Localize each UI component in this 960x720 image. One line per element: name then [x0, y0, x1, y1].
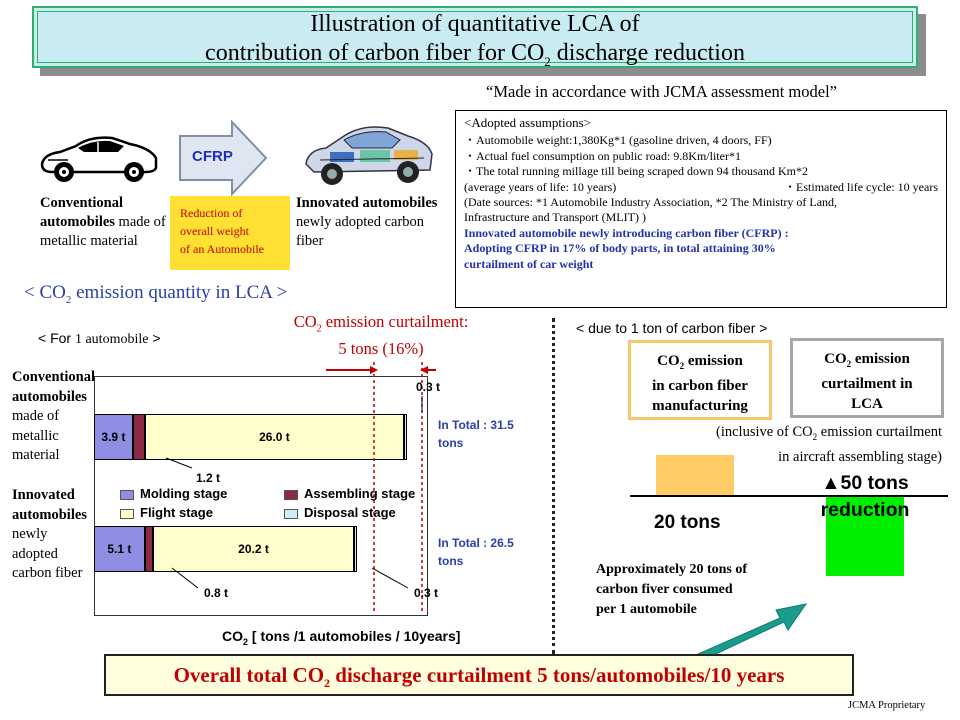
curtailment-line-1: [262, 312, 500, 339]
title-subscript: 2: [544, 53, 551, 69]
conventional-flight-segment: 26.0 t: [145, 414, 404, 460]
conventional-assembling-segment: [133, 414, 145, 460]
cf-box-text-end: emission: [684, 353, 743, 369]
x-axis-text: CO: [222, 628, 243, 644]
legend-swatch-flight: [120, 509, 134, 519]
cfrp-label: CFRP: [192, 148, 233, 165]
cf-box-sub: 2: [679, 361, 685, 371]
note-text: (inclusive of CO: [716, 424, 813, 440]
legend-swatch-molding: [120, 490, 134, 500]
banner-text-end: discharge curtailment 5 tons/automobiles/10 years: [330, 663, 785, 687]
legend-flight: Flight stage: [140, 505, 213, 520]
lca-heading-text-end: emission quantity in LCA >: [71, 282, 288, 303]
total-line: In Total : 31.5: [438, 418, 514, 432]
innovated-caption-rest: newly adopted carbon fiber: [296, 214, 425, 249]
assumption-line: Infrastructure and Transport (MLIT) ): [464, 210, 646, 225]
per-auto-pre: < For: [38, 330, 75, 346]
per-auto-post: >: [148, 330, 161, 346]
row-label-line: metallic: [12, 427, 59, 444]
banner-sub: 2: [324, 676, 331, 691]
cf-50-line: ▲50 tons: [821, 472, 909, 494]
conv-assembling-label: 1.2 t: [196, 471, 221, 485]
conventional-total: [438, 416, 514, 452]
per-auto-mid: 1 automobile: [74, 332, 149, 347]
row-label-line: made of: [12, 408, 60, 424]
overall-curtailment-banner: [104, 654, 854, 696]
title-line-2: [34, 39, 916, 76]
cf-box-text-end: emission: [851, 351, 910, 367]
conv-disposal-label: 0.3 t: [416, 380, 441, 394]
innovated-flight-segment: 20.2 t: [153, 526, 354, 572]
cf-manufacturing-box: [628, 340, 772, 420]
row-label-line: newly: [12, 526, 48, 542]
cf-box-line: [793, 349, 941, 374]
row-label-line: material: [12, 447, 60, 463]
innovated-molding-segment: 5.1 t: [94, 526, 145, 572]
carbon-fiber-heading: < due to 1 ton of carbon fiber >: [576, 320, 768, 336]
x-axis-label: [222, 628, 460, 647]
title-line-1: Illustration of quantitative LCA of: [310, 11, 640, 37]
row-label-line: Conventional: [12, 369, 95, 385]
innovated-car-icon: [300, 114, 436, 194]
cf-box-line: in carbon fiber: [652, 378, 748, 394]
conventional-car-icon: [38, 124, 160, 188]
total-line: In Total : 26.5: [438, 536, 514, 550]
cf-box-text: CO: [824, 351, 847, 367]
assumption-line: (Date sources: *1 Automobile Industry Association, *2 The Ministry of Land,: [464, 195, 838, 210]
legend-disposal: Disposal stage: [304, 505, 396, 520]
cfrp-assumption-line: Adopting CFRP in 17% of body parts, in total attaining 30%: [464, 241, 776, 256]
legend-swatch-disposal: [284, 509, 298, 519]
cf-manufacturing-bar: [656, 455, 734, 496]
per-automobile-heading: [38, 330, 161, 348]
cf-20-tons-label: 20 tons: [654, 512, 721, 533]
lca-heading: [24, 282, 287, 306]
inclusive-note-line-2: in aircraft assembling stage): [778, 448, 942, 465]
row-label-line: Innovated: [12, 487, 75, 503]
leader-line: [166, 458, 192, 468]
cf-50-line: reduction: [820, 499, 910, 521]
assumption-line: ・The total running millage till being scraped down 94 thousand Km*2: [464, 164, 808, 179]
conventional-molding-segment: 3.9 t: [94, 414, 133, 460]
curtailment-sub: 2: [316, 323, 322, 335]
curtailment-text-end: emission curtailment:: [321, 312, 469, 331]
total-line: tons: [438, 554, 464, 568]
curtailment-text: CO: [293, 312, 317, 331]
row-label-line: automobiles: [12, 506, 87, 523]
cf-box-sub: 2: [846, 359, 852, 369]
assumption-row: [464, 180, 938, 195]
title-text: contribution of carbon fiber for CO: [205, 40, 545, 66]
innovated-caption-bold: Innovated automobiles: [296, 195, 438, 211]
weight-reduction-note: [170, 196, 290, 270]
consumed-line: per 1 automobile: [596, 602, 697, 617]
consumed-line: carbon fiver consumed: [596, 582, 733, 597]
consumed-line: Approximately 20 tons of: [596, 562, 748, 577]
banner-text: Overall total CO: [173, 663, 325, 687]
cf-box-line: [631, 351, 769, 376]
row-label-line: automobiles: [12, 388, 87, 405]
jcma-model-note: “Made in accordance with JCMA assessment model”: [486, 82, 837, 101]
row-label-line: adopted: [12, 545, 58, 562]
cf-box-line: LCA: [851, 396, 883, 412]
curtailment-line-2: 5 tons (16%): [338, 339, 424, 359]
lca-heading-text: < CO: [24, 282, 66, 303]
cf-box-text: CO: [657, 353, 680, 369]
arrowhead-icon: [420, 366, 428, 374]
assumption-line: (average years of life: 10 years): [464, 179, 617, 194]
title-text-end: discharge reduction: [550, 40, 745, 66]
innov-assembling-label: 0.8 t: [204, 586, 229, 600]
assumptions-box: [455, 110, 947, 308]
innovated-caption: [296, 194, 454, 251]
reduction-note-line: of an Automobile: [180, 242, 264, 256]
x-axis-sub: 2: [243, 636, 249, 647]
leader-line: [172, 568, 198, 588]
total-line: tons: [438, 436, 464, 450]
row-label-line: carbon fiber: [12, 565, 83, 581]
cf-box-line: curtailment in: [821, 376, 913, 392]
conventional-caption-rest: made of metallic material: [40, 214, 166, 249]
cfrp-assumption-line: curtailment of car weight: [464, 256, 594, 271]
innov-disposal-label: 0.3 t: [414, 586, 439, 600]
x-axis-text-end: [ tons /1 automobiles / 10years]: [248, 628, 461, 644]
assumption-line: ・Actual fuel consumption on public road: 9.8Km/liter*1: [464, 148, 741, 163]
cf-box-line: manufacturing: [652, 398, 748, 414]
conventional-caption: [40, 194, 172, 251]
reduction-note-line: overall weight: [180, 224, 249, 238]
arrowhead-icon: [370, 366, 378, 374]
inclusive-note-line-1: [650, 422, 942, 447]
assumptions-heading: <Adopted assumptions>: [464, 115, 591, 130]
life-cycle-note: ・Estimated life cycle: 10 years: [784, 179, 938, 194]
section-divider: [552, 318, 555, 654]
note-text-end: emission curtailment: [817, 424, 942, 440]
reduction-note-line: Reduction of: [180, 206, 243, 220]
cf-lca-box: [790, 338, 944, 418]
cf-50-tons-label: [806, 470, 924, 524]
title-banner: [32, 6, 918, 68]
curtailment-note: [262, 312, 500, 359]
legend-molding: Molding stage: [140, 486, 228, 501]
cfrp-assumption-line: Innovated automobile newly introducing carbon fiber (CFRP) :: [464, 225, 789, 240]
legend-swatch-assembling: [284, 490, 298, 500]
proprietary-footer: JCMA Proprietary: [848, 700, 926, 711]
legend-assembling: Assembling stage: [304, 486, 416, 501]
leader-line: [372, 568, 408, 588]
assumption-line: ・Automobile weight:1,380Kg*1 (gasoline driven, 4 doors, FF): [464, 133, 772, 148]
innovated-total: [438, 534, 514, 570]
note-sub: 2: [812, 431, 818, 442]
conventional-caption-bold: Conventional automobiles: [40, 195, 123, 230]
lca-heading-sub: 2: [65, 293, 72, 306]
